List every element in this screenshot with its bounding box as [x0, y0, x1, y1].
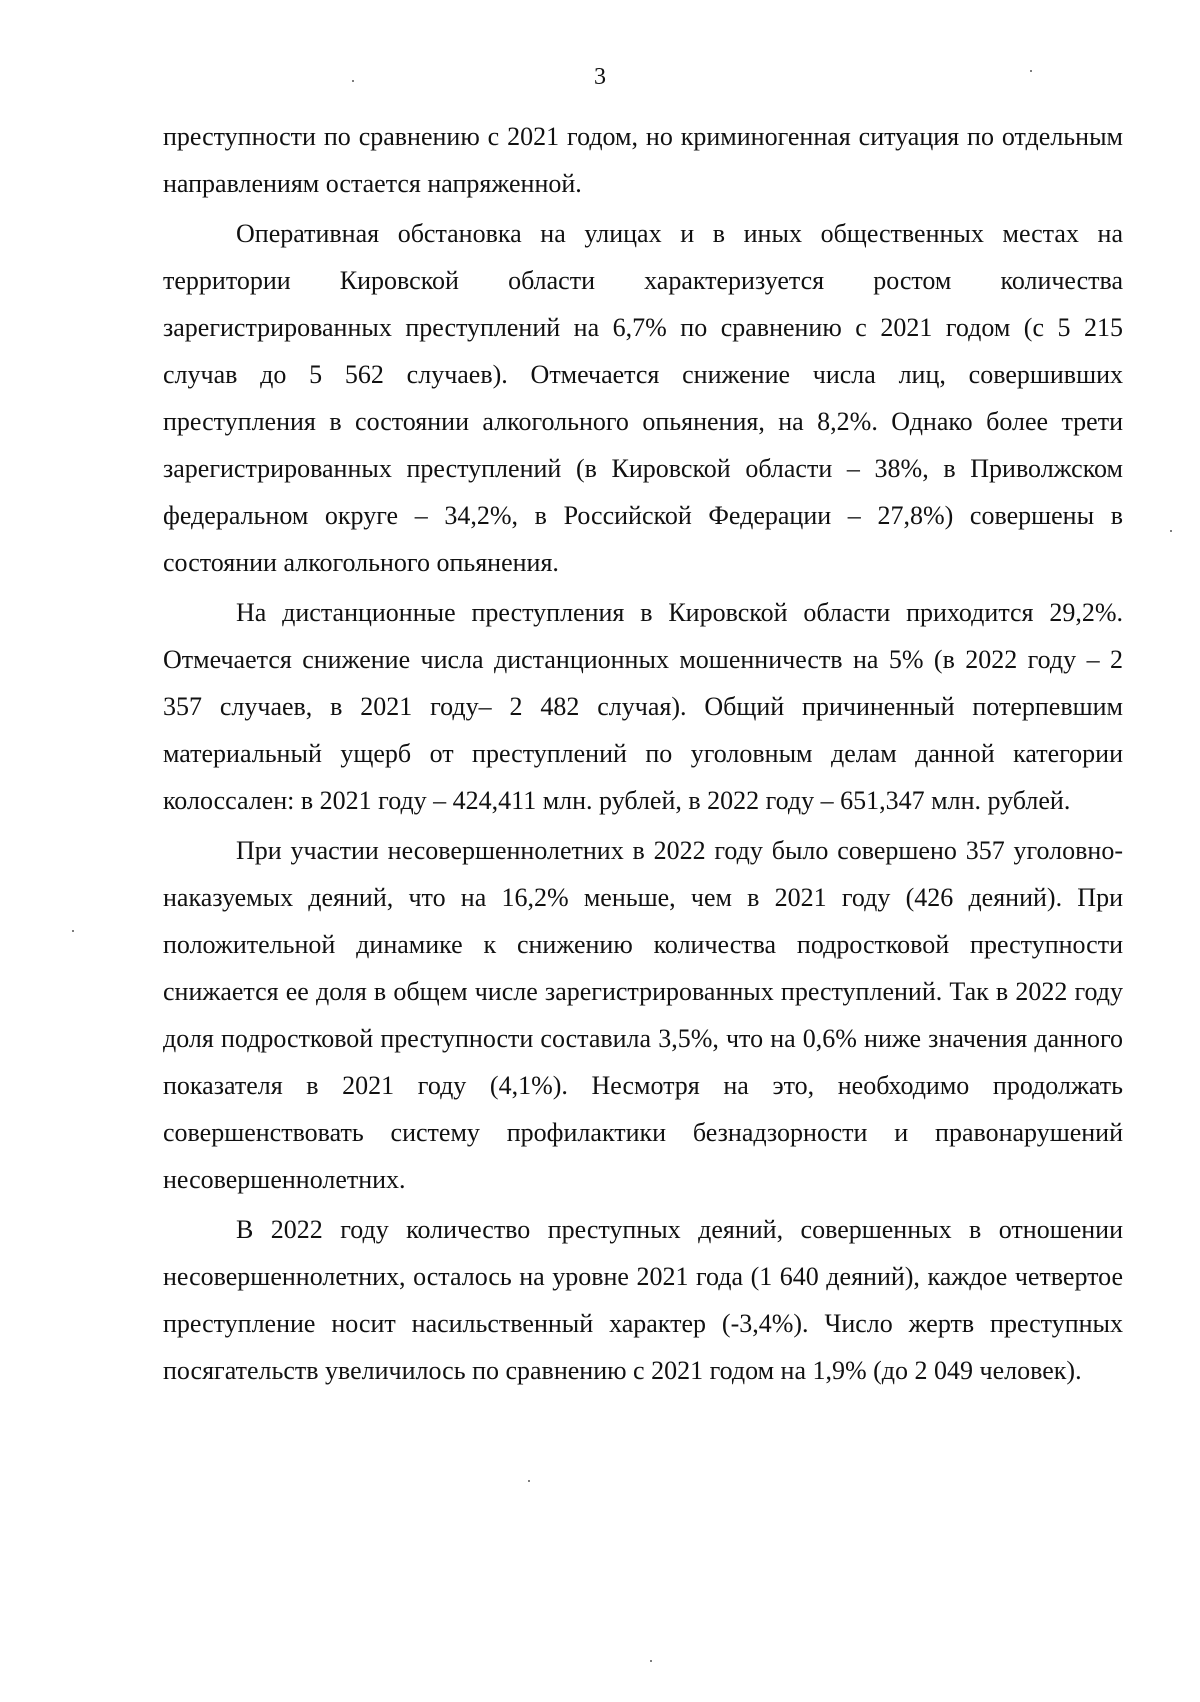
paragraph-4: При участии несовершеннолетних в 2022 году было совершено 357 уголовно-наказуемых деяний, что на 16,2% меньше, чем в 2021 году (426 деяний). При положительной динамике к снижению количества подростковой преступности снижается ее доля в общем числе зарегистрированных преступлений. Так в 2022 году доля подростковой преступности составила 3,5%, что на 0,6% ниже значения данного показателя в 2021 году (4,1%). Несмотря на это, необходимо продолжать совершенствовать систему профилактики безнадзорности и правонарушений несовершеннолетних. — [163, 836, 1123, 1194]
paragraph-2: Оперативная обстановка на улицах и в иных общественных местах на территории Кировской области характеризуется ростом количества зарегистрированных преступлений на 6,7% по сравнению с 2021 годом (с 5 215 случав до 5 562 случаев). Отмечается снижение числа лиц, совершивших преступления в состоянии алкогольного опьянения, на 8,2%. Однако более трети зарегистрированных преступлений (в Кировской области – 38%, в Приволжском федеральном округе – 34,2%, в Российской Федерации – 27,8%) совершены в состоянии алкогольного опьянения. — [163, 219, 1123, 577]
page-number: 3 — [594, 64, 606, 90]
paragraph-5: В 2022 году количество преступных деяний, совершенных в отношении несовершеннолетних, осталось на уровне 2021 года (1 640 деяний), каждое четвертое преступление носит насильственный характер (-3,4%). Число жертв преступных посягательств увеличилось по сравнению с 2021 годом на 1,9% (до 2 049 человек). — [163, 1215, 1123, 1385]
scan-speck — [72, 930, 74, 932]
paragraph-3: На дистанционные преступления в Кировской области приходится 29,2%. Отмечается снижение числа дистанционных мошенничеств на 5% (в 2022 году – 2 357 случаев, в 2021 году– 2 482 случая). Общий причиненный потерпевшим материальный ущерб от преступлений по уголовным делам данной категории колоссален: в 2021 году – 424,411 млн. рублей, в 2022 году – 651,347 млн. рублей. — [163, 598, 1123, 815]
scan-speck — [1170, 530, 1172, 532]
document-body — [163, 113, 1123, 1394]
scan-speck — [352, 80, 354, 82]
scan-speck — [1030, 70, 1032, 72]
scan-speck — [528, 1480, 530, 1482]
scan-speck — [650, 1660, 652, 1662]
paragraph-1: преступности по сравнению с 2021 годом, но криминогенная ситуация по отдельным направлениям остается напряженной. — [163, 122, 1123, 198]
